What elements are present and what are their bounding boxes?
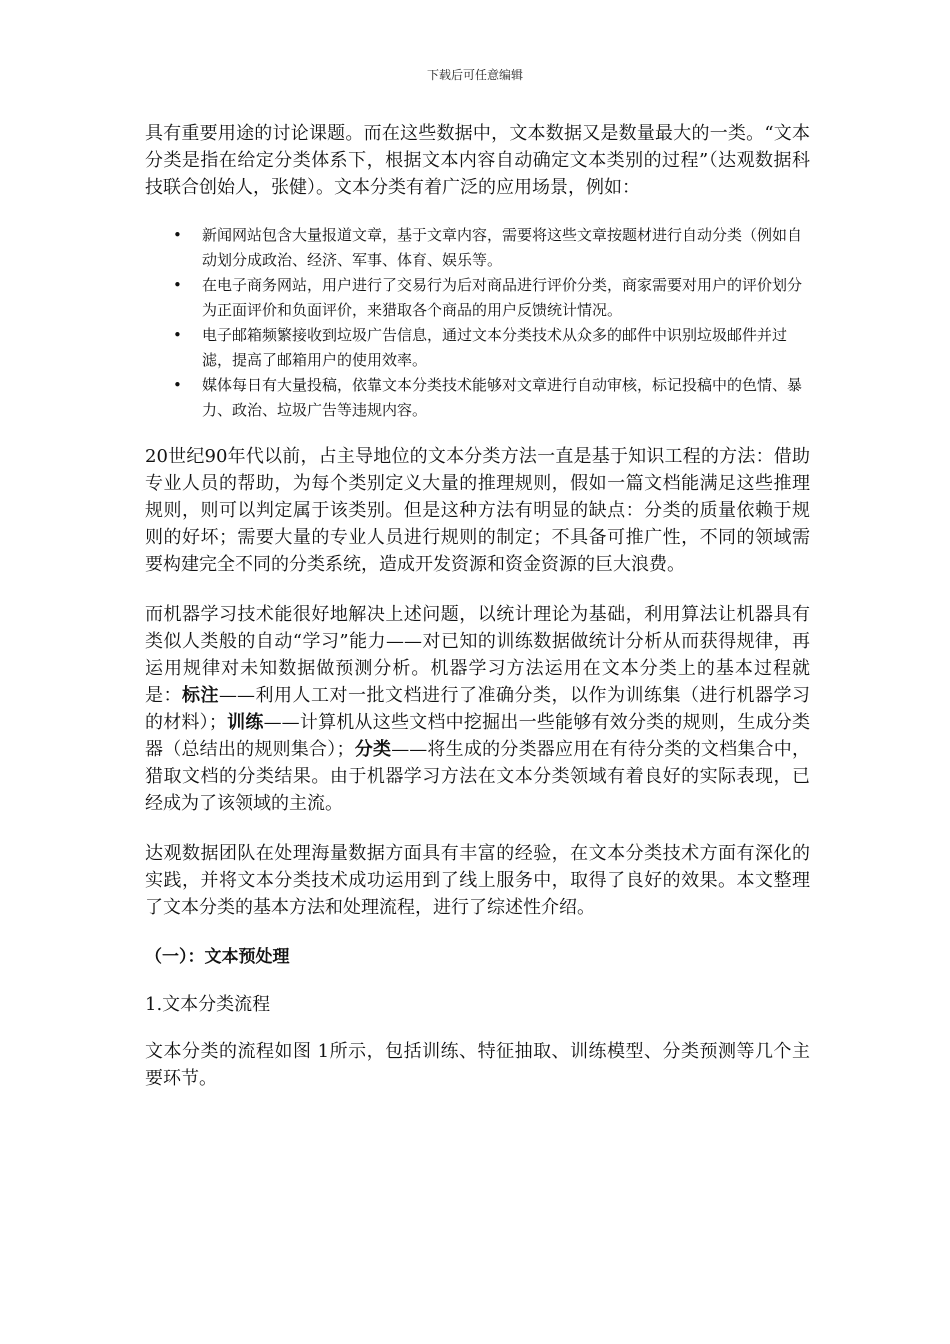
history-paragraph: 20世纪90年代以前，占主导地位的文本分类方法一直是基于知识工程的方法：借助专业人员的帮助，为每个类别定义大量的推理规则，假如一篇文档能满足这些推理规则，则可以判定属于该类别。但是这种方法有明显的缺点：分类的质量依赖于规则的好坏；需要大量的专业人员进行规则的制定；不具备可推广性，不同的领域需要构建完全不同的分类系统，造成开发资源和资金资源的巨大浪费。 [145, 446, 810, 575]
flow-paragraph: 文本分类的流程如图 1所示，包括训练、特征抽取、训练模型、分类预测等几个主要环节。 [145, 1041, 810, 1089]
list-item-text: 新闻网站包含大量报道文章，基于文章内容，需要将这些文章按题材进行自动分类（例如自动划分成政治、经济、军事、体育、娱乐等。 [202, 226, 803, 269]
ml-text-part: 而机器学习技术能很好地解决上述问题，以统计理论为基础，利用算法让机器具有类似人类般的自动“学习”能力——对已知的训练数据做统计分析从而获得规律，再运用规律对未知数据做预测分析。机器学习方法运用在文本分类上的基本过程就是： [145, 604, 810, 706]
section-heading: （一）：文本预处理 [145, 947, 290, 967]
bullet-marker: • [173, 326, 182, 344]
bullet-marker: • [173, 376, 182, 394]
machine-learning-paragraph [145, 601, 810, 817]
list-item-text: 电子邮箱频繁接收到垃圾广告信息，通过文本分类技术从众多的邮件中识别垃圾邮件并过滤，提高了邮箱用户的使用效率。 [202, 326, 788, 369]
ml-text-part: ——将生成的分类器应用在有待分类的文档集合中，猎取文档的分类结果。由于机器学习方法在文本分类领域有着良好的实际表现，已经成为了该领域的主流。 [145, 739, 811, 814]
application-list [145, 223, 810, 423]
list-item [145, 273, 810, 323]
term-annotation: 标注 [182, 685, 219, 706]
list-item-text: 在电子商务网站，用户进行了交易行为后对商品进行评价分类，商家需要对用户的评价划分为正面评价和负面评价，来猎取各个商品的用户反馈统计情况。 [202, 276, 803, 319]
team-paragraph: 达观数据团队在处理海量数据方面具有丰富的经验，在文本分类技术方面有深化的实践，并将文本分类技术成功运用到了线上服务中，取得了良好的效果。本文整理了文本分类的基本方法和处理流程，进行了综述性介绍。 [145, 843, 810, 918]
page-header: 下载后可任意编辑 [426, 68, 523, 82]
list-item [145, 373, 810, 423]
list-item [145, 223, 810, 273]
list-item-text: 媒体每日有大量投稿，依靠文本分类技术能够对文章进行自动审核，标记投稿中的色情、暴力、政治、垃圾广告等违规内容。 [202, 376, 803, 419]
bullet-marker: • [173, 226, 182, 244]
document-body [145, 120, 810, 1092]
list-item [145, 323, 810, 373]
bullet-marker: • [173, 276, 182, 294]
subsection-heading: 1.文本分类流程 [145, 994, 271, 1015]
term-classification: 分类 [354, 739, 392, 760]
ml-text-part: ——计算机从这些文档中挖掘出一些能够有效分类的规则，生成分类器（总结出的规则集合）； [145, 712, 811, 760]
term-training: 训练 [226, 712, 264, 733]
ml-text-part: ——利用人工对一批文档进行了准确分类，以作为训练集（进行机器学习的材料）； [145, 685, 810, 733]
intro-paragraph: 具有重要用途的讨论课题。而在这些数据中，文本数据又是数量最大的一类。“文本分类是指在给定分类体系下，根据文本内容自动确定文本类别的过程”（达观数据科技联合创始人，张健）。文本分类有着广泛的应用场景，例如： [145, 123, 810, 198]
